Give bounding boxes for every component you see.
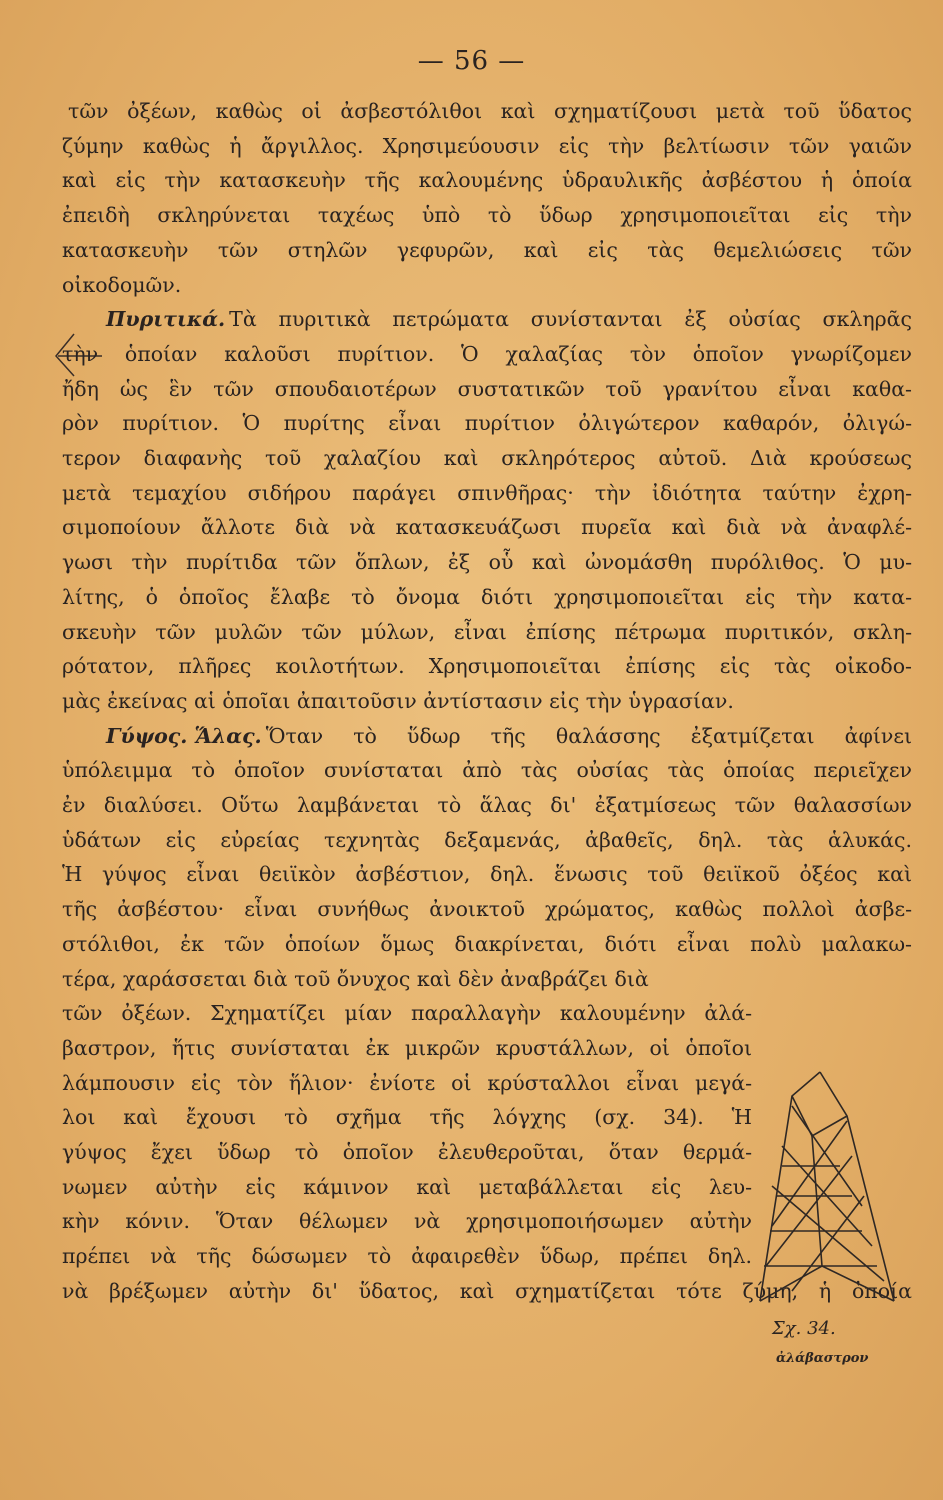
line-text: πρέπει νὰ τῆς δώσωμεν τὸ ἀφαιρεθὲν ὕδωρ, πρέπει δηλ.	[62, 1244, 752, 1269]
text-line	[62, 237, 912, 263]
text-line	[62, 584, 912, 610]
line-text: τῶν ὀξέων, καθὼς οἱ ἀσβεστόλιθοι καὶ σχηματίζουσι μετὰ τοῦ ὕδατος	[68, 99, 912, 123]
line-text: τέρα, χαράσσεται διὰ τοῦ ὄνυχος καὶ δὲν ἀναβράζει διὰ	[62, 966, 649, 991]
text-line	[62, 1174, 752, 1200]
line-text: καὶ εἰς τὴν κατασκευὴν τῆς καλουμένης ὑδραυλικῆς ἀσβέστου ἡ ὁποία	[62, 168, 912, 193]
section-heading: Γύψος. Ἅλας.	[106, 723, 262, 748]
section-heading: Πυριτικά.	[106, 307, 226, 332]
line-text: ζύμην καθὼς ἡ ἄργιλλος. Χρησιμεύουσιν εἰς τὴν βελτίωσιν τῶν γαιῶν	[62, 133, 912, 158]
line-text: νωμεν αὐτὴν εἰς κάμινον καὶ μεταβάλλεται εἰς λευ-	[62, 1174, 752, 1199]
text-line	[62, 619, 912, 645]
text-line	[62, 341, 912, 367]
text-line	[62, 1208, 752, 1234]
line-text: λάμπουσιν εἰς τὸν ἥλιον· ἐνίοτε οἱ κρύσταλλοι εἶναι μεγά-	[62, 1070, 752, 1095]
line-text: γύψος ἔχει ὕδωρ τὸ ὁποῖον ἐλευθεροῦται, ὅταν θερμά-	[62, 1140, 752, 1164]
line-text: μετὰ τεμαχίου σιδήρου παράγει σπινθῆρας· τὴν ἰδιότητα ταύτην ἐχρη-	[62, 480, 912, 505]
line-text: μὰς ἐκείνας αἱ ὁποῖαι ἀπαιτοῦσιν ἀντίστασιν εἰς τὴν ὑγρασίαν.	[62, 688, 734, 713]
text-line	[62, 827, 912, 853]
line-text: νὰ βρέξωμεν αὐτὴν δι' ὕδατος, καὶ σχηματίζεται τότε ζύμη, ἡ ὁποία	[62, 1278, 912, 1303]
line-text: λοι καὶ ἔχουσι τὸ σχῆμα τῆς λόγχης (σχ. 34). Ἡ	[62, 1105, 752, 1130]
text-line	[62, 1035, 752, 1061]
line-text: στόλιθοι, ἐκ τῶν ὁποίων ὅμως διακρίνεται, διότι εἶναι πολὺ μαλακω-	[62, 931, 912, 956]
gypsum-crystal-figure	[752, 1066, 902, 1316]
text-line	[62, 133, 912, 159]
line-text: ρότατον, πλῆρες κοιλοτήτων. Χρησιμοποιεῖται ἐπίσης εἰς τὰς οἰκοδο-	[62, 654, 912, 679]
line-text: Ἡ γύψος εἶναι θειϊκὸν ἀσβέστιον, δηλ. ἕνωσις τοῦ θειϊκοῦ ὀξέος καὶ	[62, 862, 912, 887]
text-line	[62, 931, 912, 957]
text-line	[106, 723, 912, 749]
text-line	[62, 514, 912, 540]
line-text: κὴν κόνιν. Ὅταν θέλωμεν νὰ χρησιμοποιήσωμεν αὐτὴν	[62, 1209, 752, 1234]
text-line	[62, 167, 912, 193]
line-text: ἐν διαλύσει. Οὕτω λαμβάνεται τὸ ἅλας δι' ἐξατμίσεως τῶν θαλασσίων	[62, 793, 912, 817]
line-text: βαστρον, ἥτις συνίσταται ἐκ μικρῶν κρυστάλλων, οἱ ὁποῖοι	[62, 1035, 752, 1060]
line-text: τῶν ὀξέων. Σχηματίζει μίαν παραλλαγὴν καλουμένην ἀλά-	[62, 1001, 752, 1026]
text-line	[62, 688, 734, 714]
line-text: σκευὴν τῶν μυλῶν τῶν μύλων, εἶναι ἐπίσης πέτρωμα πυριτικόν, σκλη-	[62, 619, 912, 644]
text-line	[62, 445, 912, 471]
text-line	[62, 1139, 752, 1165]
figure-caption: Σχ. 34.	[772, 1318, 836, 1339]
line-text: ἤδη ὡς ἓν τῶν σπουδαιοτέρων συστατικῶν τοῦ γρανίτου εἶναι καθα-	[62, 376, 912, 401]
line-text: σιμοποίουν ἄλλοτε διὰ νὰ κατασκευάζωσι πυρεῖα καὶ διὰ νὰ ἀναφλέ-	[62, 515, 912, 540]
line-text: ρὸν πυρίτιον. Ὁ πυρίτης εἶναι πυρίτιον ὀλιγώτερον καθαρόν, ὀλιγώ-	[62, 411, 912, 436]
text-line	[68, 98, 912, 124]
text-line	[62, 410, 912, 436]
text-line	[62, 480, 912, 506]
text-line	[62, 202, 912, 228]
text-line	[62, 376, 912, 402]
line-text: τῆς ἀσβέστου· εἶναι συνήθως ἀνοικτοῦ χρώματος, καθὼς πολλοὶ ἀσβε-	[62, 897, 912, 922]
line-text: ὑδάτων εἰς εὐρείας τεχνητὰς δεξαμενάς, ἀβαθεῖς, δηλ. τὰς ἁλυκάς.	[62, 827, 912, 852]
text-line	[62, 792, 912, 818]
text-line	[62, 1104, 752, 1130]
text-line	[62, 757, 912, 783]
text-line	[106, 306, 912, 332]
line-text: τὴν ὁποίαν καλοῦσι πυρίτιον. Ὁ χαλαζίας τὸν ὁποῖον γνωρίζομεν	[62, 341, 912, 366]
text-line	[62, 272, 181, 298]
text-line	[62, 1000, 752, 1026]
text-line	[62, 549, 912, 575]
line-text: γωσι τὴν πυρίτιδα τῶν ὅπλων, ἐξ οὗ καὶ ὠνομάσθη πυρόλιθος. Ὁ μυ-	[62, 550, 912, 575]
text-line	[62, 1243, 752, 1269]
figure-label: ἀλάβαστρον	[776, 1351, 869, 1366]
text-line	[62, 653, 912, 679]
line-text: κατασκευὴν τῶν στηλῶν γεφυρῶν, καὶ εἰς τὰς θεμελιώσεις τῶν	[62, 237, 912, 262]
line-text: Τὰ πυριτικὰ πετρώματα συνίστανται ἐξ οὐσίας σκληρᾶς	[229, 307, 912, 332]
line-text: ὑπόλειμμα τὸ ὁποῖον συνίσταται ἀπὸ τὰς οὐσίας τὰς ὁποίας περιεῖχεν	[62, 758, 912, 783]
line-text: Ὅταν τὸ ὕδωρ τῆς θαλάσσης ἐξατμίζεται ἀφίνει	[265, 723, 912, 748]
text-line	[62, 896, 912, 922]
text-line	[62, 861, 912, 887]
line-text: ἐπειδὴ σκληρύνεται ταχέως ὑπὸ τὸ ὕδωρ χρησιμοποιεῖται εἰς τὴν	[62, 203, 912, 228]
line-text: οἰκοδομῶν.	[62, 272, 182, 297]
text-line	[62, 1070, 752, 1096]
line-text: τερον διαφανὴς τοῦ χαλαζίου καὶ σκληρότερος αὐτοῦ. Διὰ κρούσεως	[62, 446, 912, 470]
line-text: λίτης, ὁ ὁποῖος ἔλαβε τὸ ὄνομα διότι χρησιμοποιεῖται εἰς τὴν κατα-	[62, 584, 912, 609]
page-number: — 56 —	[417, 46, 526, 76]
text-line	[62, 966, 649, 992]
